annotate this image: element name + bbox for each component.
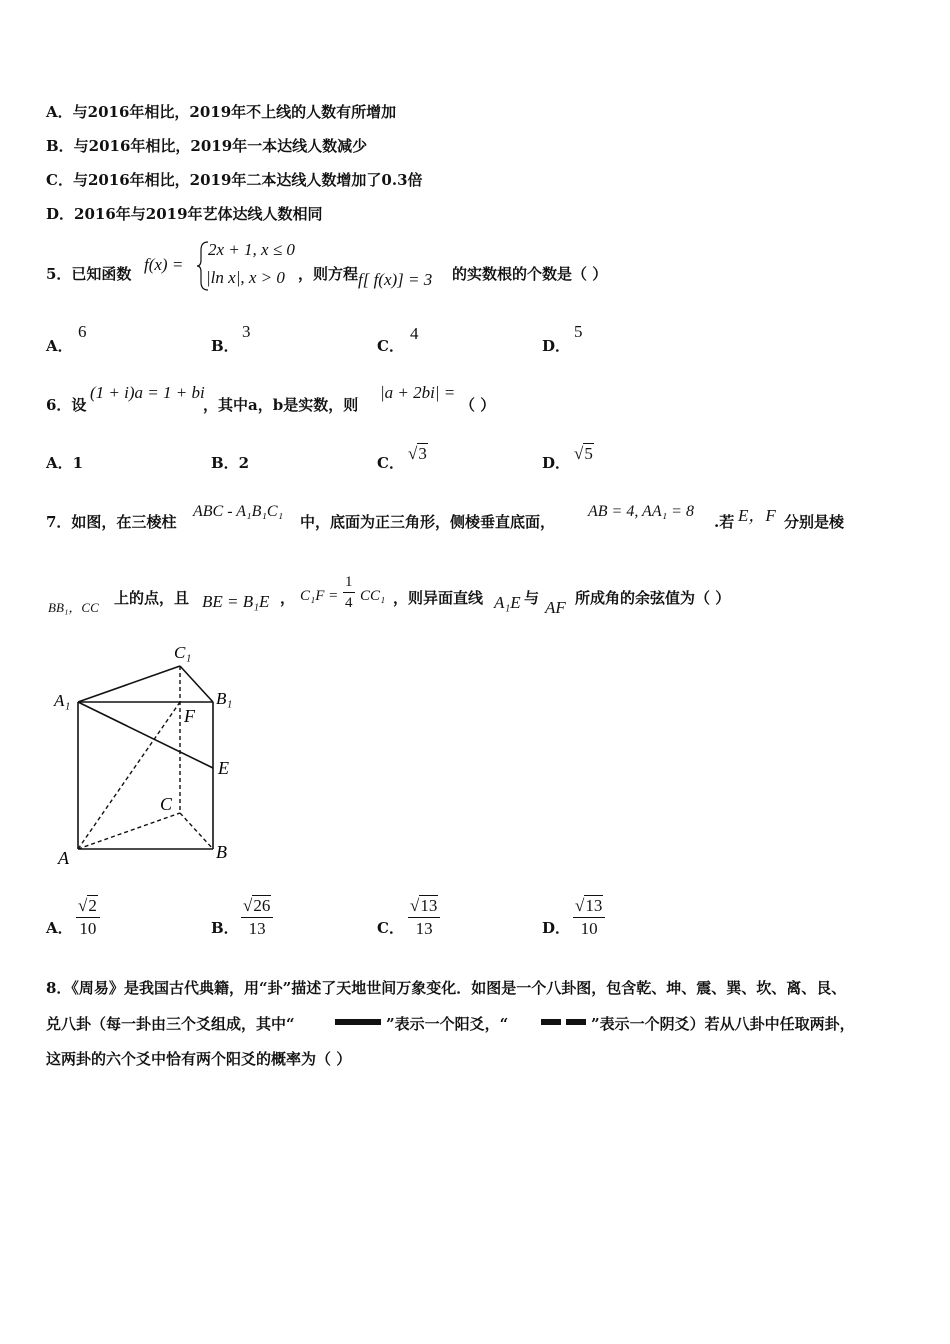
q5-middle: ，则方程 [298, 265, 359, 283]
q7-af: AF [545, 598, 566, 617]
q7-option-d-fraction: $\frac{√13}{10}$ [573, 895, 605, 940]
q4-option-b: B．与2016年相比，2019年一本达线人数减少 [46, 137, 368, 155]
q8-line3: 这两卦的六个爻中恰有两个阳爻的概率为（ ） [46, 1050, 352, 1068]
q7-label-b: B． [211, 919, 239, 937]
q6-option-a: A．1 [46, 454, 84, 472]
q6-prefix: 6．设 [46, 396, 87, 414]
q8-line2a: 兑八卦（每一卦由三个爻组成，其中“ [46, 1015, 295, 1033]
label-c: C [160, 794, 173, 814]
q7-option-b-fraction: $\frac{√26}{13}$ [241, 895, 273, 940]
q6-option-b: B．2 [211, 454, 250, 472]
q7-prism-figure [50, 636, 250, 872]
q5-suffix: 的实数根的个数是（ ） [452, 265, 608, 283]
q4-option-a: A．与2016年相比，2019年不上线的人数有所增加 [46, 103, 397, 121]
q7-mid3: 分别是棱 [784, 513, 845, 531]
label-b: B [216, 842, 227, 862]
q7-comma: ， [280, 589, 296, 607]
q7-suffix: 所成角的余弦值为（ ） [575, 589, 731, 607]
q7-edges: BB₁，CC [48, 600, 99, 615]
q5-equation: f[ f(x)] = 3 [358, 270, 433, 289]
q7-a1e: A₁E [494, 593, 521, 612]
q8-line1: 8．《周易》是我国古代典籍，用“卦”描述了天地世间万象变化．如图是一个八卦图，包含乾、坤、震、巽、坎、离、艮、 [46, 979, 847, 997]
q5-label-c: C． [377, 337, 404, 355]
q5-label-d: D． [542, 337, 571, 355]
label-a: A [58, 848, 69, 868]
edge-a-c-hidden [78, 813, 180, 849]
q6-option-c: C． [377, 454, 404, 472]
q5-value-a: 6 [78, 322, 87, 341]
yang-yao-symbol [335, 1019, 381, 1025]
q4-option-c: C．与2016年相比，2019年二本达线人数增加了0.3倍 [46, 171, 423, 189]
q6-equation: (1 + i)a = 1 + bi [90, 383, 205, 402]
q6-value-d: √5 [574, 444, 593, 463]
label-e: E [218, 758, 229, 778]
q4-option-d: D．2016年与2019年艺体达线人数相同 [46, 205, 323, 223]
q7-prefix: 7．如图，在三棱柱 [46, 513, 177, 531]
q6-value-c: √3 [408, 444, 427, 463]
q6-option-d: D． [542, 454, 571, 472]
q7-prism: ABC - A₁B₁C₁ [193, 503, 284, 520]
q7-quarter-fraction: $\frac{1}{4}$ [345, 574, 353, 611]
q5-fx: f(x) = [144, 255, 184, 274]
q5-value-d: 5 [574, 322, 583, 341]
q7-option-c-fraction: $\frac{√13}{13}$ [408, 895, 440, 940]
q8-line2b: ”表示一个阳爻，“ [386, 1015, 509, 1033]
q6-abs: |a + 2bi| = [380, 383, 456, 402]
segment-a-f-hidden [78, 702, 180, 849]
q7-option-a-fraction: $\frac{√2}{10}$ [76, 895, 100, 940]
q7-mid4: 上的点，且 [114, 589, 190, 607]
q7-label-a: A． [46, 919, 73, 937]
edge-a1-c1 [78, 666, 180, 702]
q5-value-c: 4 [410, 324, 419, 343]
q7-mid2: .若 [714, 513, 735, 531]
q6-middle: ，其中a，b是实数，则 [203, 396, 359, 414]
q7-mid5: ，则异面直线 [393, 589, 484, 607]
q7-with: 与 [524, 589, 540, 607]
edge-c-b-hidden [180, 813, 213, 849]
q7-condition: AB = 4, AA₁ = 8 [588, 503, 694, 520]
q5-case2: |ln x|, x > 0 [206, 268, 285, 287]
q6-suffix: （ ） [460, 396, 496, 414]
q5-label-a: A． [46, 337, 73, 355]
q7-be: BE = B₁E [202, 592, 270, 611]
q7-mid1: 中，底面为正三角形，侧棱垂直底面， [300, 513, 556, 531]
label-a1: A₁ [54, 691, 71, 710]
q7-label-d: D． [542, 919, 571, 937]
q7-label-c: C． [377, 919, 404, 937]
q5-prefix: 5．已知函数 [46, 265, 132, 283]
yin-yao-symbol-left [541, 1019, 561, 1025]
yin-yao-symbol-right [566, 1019, 586, 1025]
q7-cc1: CC₁ [360, 588, 386, 604]
label-c1: C₁ [174, 643, 192, 662]
q7-e-f: E，F [738, 506, 776, 525]
label-b1: B₁ [216, 689, 233, 708]
q5-value-b: 3 [242, 322, 251, 341]
q5-case1: 2x + 1, x ≤ 0 [208, 240, 295, 259]
q8-line2c: ”表示一个阴爻）若从八卦中任取两卦， [591, 1015, 855, 1033]
q5-label-b: B． [211, 337, 239, 355]
q7-c1f: C₁F = [300, 588, 339, 604]
edge-c1-b1 [180, 666, 213, 702]
label-f: F [184, 706, 195, 726]
